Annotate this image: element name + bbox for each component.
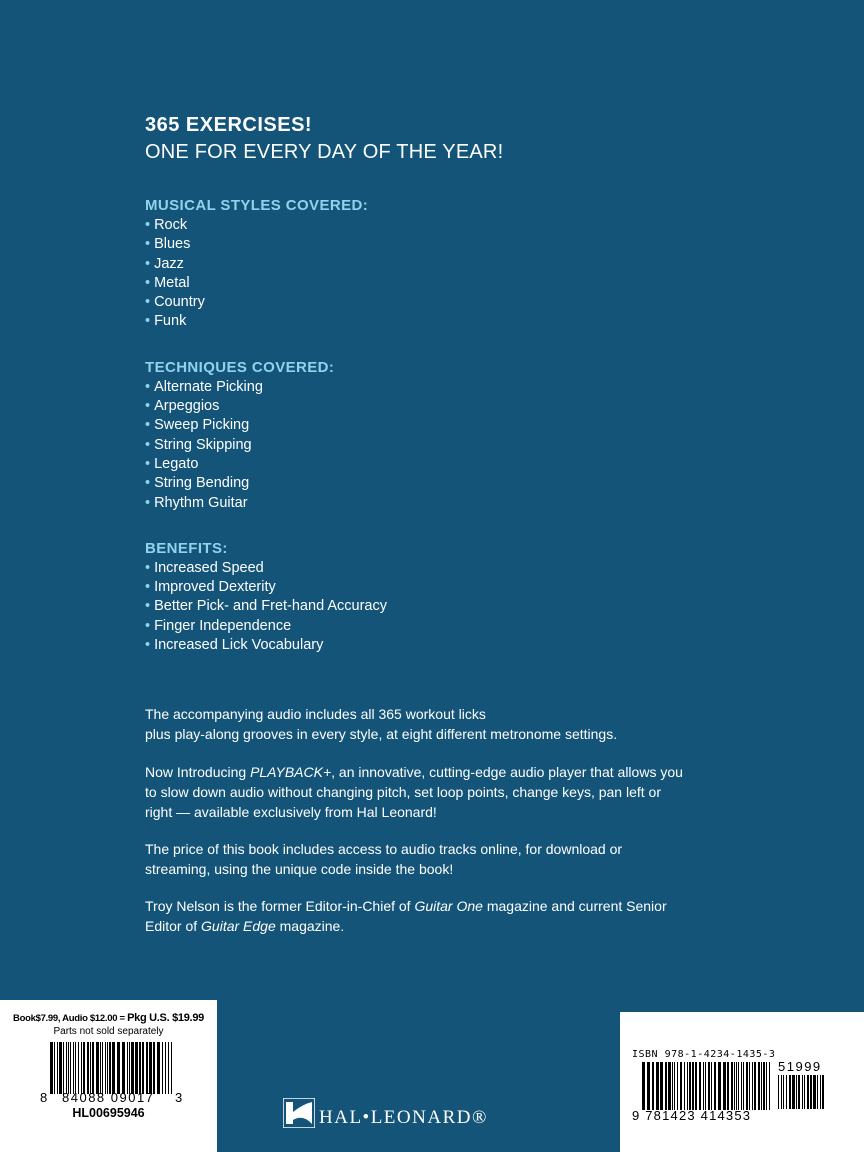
price-paragraph bbox=[145, 839, 745, 879]
upc-barcode bbox=[50, 1042, 175, 1094]
hal-leonard-mark-icon bbox=[283, 1098, 315, 1128]
barcode-bar bbox=[112, 1042, 115, 1094]
barcode-bar bbox=[139, 1042, 141, 1094]
barcode-bar bbox=[153, 1042, 155, 1094]
paragraph-line: The price of this book includes access to audio tracks online, for download or bbox=[145, 841, 623, 857]
barcode-bar bbox=[789, 1075, 791, 1109]
barcode-bar bbox=[714, 1062, 716, 1110]
list-item: • Improved Dexterity bbox=[145, 579, 276, 596]
bullet-icon: • bbox=[145, 559, 151, 576]
barcode-bar bbox=[665, 1062, 667, 1110]
barcode-bar bbox=[647, 1062, 650, 1110]
barcode-bar bbox=[146, 1042, 148, 1094]
bullet-icon: • bbox=[145, 217, 151, 233]
barcode-bar bbox=[783, 1075, 784, 1109]
barcode-bar bbox=[102, 1042, 103, 1094]
list-item: • Rock bbox=[145, 217, 188, 233]
paragraph-line: Troy Nelson is the former Editor-in-Chief of Guitar One magazine and current Senior bbox=[145, 898, 667, 914]
bullet-icon: • bbox=[145, 294, 151, 311]
section-techniques bbox=[145, 358, 765, 513]
barcode-bar bbox=[754, 1062, 756, 1110]
barcode-bar bbox=[695, 1062, 697, 1110]
barcode-bar bbox=[129, 1042, 130, 1094]
headline-primary: 365 EXERCISES! bbox=[145, 114, 313, 136]
barcode-bar bbox=[66, 1042, 67, 1094]
barcode-bar bbox=[723, 1062, 726, 1110]
list-item: • Alternate Picking bbox=[145, 378, 263, 395]
barcode-bar bbox=[162, 1042, 163, 1094]
bullet-icon: • bbox=[145, 398, 151, 415]
barcode-bar bbox=[687, 1062, 688, 1110]
bullet-icon: • bbox=[145, 455, 151, 472]
paragraph-line: to slow down audio without changing pitch, set loop points, change keys, pan left or bbox=[145, 784, 661, 800]
barcode-bar bbox=[703, 1062, 704, 1110]
barcode-bar bbox=[50, 1042, 53, 1094]
barcode-bar bbox=[746, 1062, 748, 1110]
barcode-bar bbox=[792, 1075, 795, 1109]
barcode-bar bbox=[78, 1042, 79, 1094]
paragraph-line: streaming, using the unique code inside the book! bbox=[145, 861, 454, 877]
bullet-icon: • bbox=[145, 579, 151, 596]
isbn-label: ISBN 978-1-4234-1435-3 bbox=[632, 1049, 776, 1060]
list-item: • String Bending bbox=[145, 475, 250, 492]
barcode-bar bbox=[743, 1062, 744, 1110]
barcode-bar bbox=[127, 1042, 128, 1094]
barcode-bar bbox=[761, 1062, 762, 1110]
barcode-bar bbox=[656, 1062, 659, 1110]
barcode-bar bbox=[807, 1075, 809, 1109]
isbn-digits: 9 781423 414353 bbox=[632, 1108, 752, 1123]
bullet-icon: • bbox=[145, 494, 151, 511]
barcode-bar bbox=[734, 1062, 735, 1110]
barcode-bar bbox=[699, 1062, 701, 1110]
section-musical-styles bbox=[145, 196, 765, 332]
barcode-bar bbox=[92, 1042, 94, 1094]
barcode-bar bbox=[718, 1062, 721, 1110]
bullet-icon: • bbox=[145, 255, 151, 272]
barcode-bar bbox=[781, 1075, 782, 1109]
barcode-bar bbox=[90, 1042, 91, 1094]
list-item: • Jazz bbox=[145, 255, 184, 272]
playback-brand: PLAYBACK+ bbox=[250, 764, 332, 780]
author-paragraph bbox=[145, 896, 745, 936]
headline-secondary: ONE FOR EVERY DAY OF THE YEAR! bbox=[145, 141, 504, 163]
list-item: • Country bbox=[145, 294, 205, 311]
barcode-bar bbox=[660, 1062, 663, 1110]
barcode-bar bbox=[100, 1042, 101, 1094]
barcode-bar bbox=[171, 1042, 172, 1094]
barcode-bar bbox=[59, 1042, 62, 1094]
barcode-bar bbox=[83, 1042, 85, 1094]
list-item: • Blues bbox=[145, 236, 191, 253]
barcode-bar bbox=[796, 1075, 797, 1109]
barcode-bar bbox=[87, 1042, 89, 1094]
barcode-bar bbox=[766, 1062, 767, 1110]
bullet-icon: • bbox=[145, 236, 151, 253]
magazine-title: Guitar Edge bbox=[201, 918, 276, 934]
price-addon-digits: 51999 bbox=[778, 1059, 822, 1074]
barcode-bar bbox=[105, 1042, 106, 1094]
barcode-bar bbox=[711, 1062, 712, 1110]
list-item: • Increased Speed bbox=[145, 559, 264, 576]
style-list bbox=[145, 216, 765, 332]
barcode-bar bbox=[168, 1042, 169, 1094]
parts-note: Parts not sold separately bbox=[53, 1026, 164, 1037]
list-item: • String Skipping bbox=[145, 436, 252, 453]
barcode-bar bbox=[674, 1062, 675, 1110]
barcode-bar bbox=[802, 1075, 803, 1109]
benefit-list bbox=[145, 559, 765, 655]
barcode-bar bbox=[109, 1042, 111, 1094]
barcode-bar bbox=[763, 1062, 765, 1110]
bullet-icon: • bbox=[145, 617, 151, 634]
paragraph-line: plus play-along grooves in every style, at eight different metronome settings. bbox=[145, 726, 618, 742]
barcode-bar bbox=[107, 1042, 108, 1094]
barcode-bar bbox=[142, 1042, 144, 1094]
list-item: • Better Pick- and Fret-hand Accuracy bbox=[145, 598, 387, 615]
barcode-bar bbox=[778, 1075, 779, 1109]
paragraph-line: The accompanying audio includes all 365 workout licks bbox=[145, 706, 486, 722]
technique-list bbox=[145, 378, 765, 513]
isbn-barcode bbox=[642, 1062, 772, 1110]
list-item: • Rhythm Guitar bbox=[145, 494, 248, 511]
list-item: • Metal bbox=[145, 274, 190, 291]
barcode-bar bbox=[813, 1075, 816, 1109]
main-content bbox=[145, 112, 765, 655]
barcode-bar bbox=[736, 1062, 737, 1110]
barcode-bar bbox=[741, 1062, 742, 1110]
barcode-bar bbox=[810, 1075, 812, 1109]
barcode-bar bbox=[73, 1042, 74, 1094]
list-item: • Arpeggios bbox=[145, 398, 220, 415]
barcode-bar bbox=[668, 1062, 671, 1110]
barcode-bar bbox=[652, 1062, 654, 1110]
barcode-bar bbox=[689, 1062, 691, 1110]
barcode-bar bbox=[157, 1042, 160, 1094]
barcode-bar bbox=[122, 1042, 125, 1094]
magazine-title: Guitar One bbox=[414, 898, 483, 914]
barcode-bar bbox=[677, 1062, 678, 1110]
barcode-bar bbox=[752, 1062, 753, 1110]
barcode-bar bbox=[672, 1062, 673, 1110]
bullet-icon: • bbox=[145, 637, 151, 654]
barcode-bar bbox=[135, 1042, 138, 1094]
barcode-bar bbox=[117, 1042, 120, 1094]
isbn-sticker bbox=[620, 1012, 864, 1152]
publisher-logo bbox=[283, 1098, 543, 1130]
barcode-bar bbox=[727, 1062, 729, 1110]
list-item: • Legato bbox=[145, 455, 199, 472]
paragraph-line: Now Introducing PLAYBACK+, an innovative, cutting-edge audio player that allows you bbox=[145, 764, 683, 780]
barcode-bar bbox=[692, 1062, 694, 1110]
bullet-icon: • bbox=[145, 274, 151, 291]
section-title: TECHNIQUES COVERED: bbox=[145, 358, 335, 376]
barcode-bar bbox=[705, 1062, 706, 1110]
bullet-icon: • bbox=[145, 475, 151, 492]
barcode-bar bbox=[738, 1062, 739, 1110]
barcode-bar bbox=[708, 1062, 710, 1110]
barcode-bar bbox=[165, 1042, 166, 1094]
paragraph-line: Editor of Guitar Edge magazine. bbox=[145, 918, 345, 934]
price-sticker: Book$7.99, Audio $12.00 = Pkg U.S. $19.99 Parts not sold separately 8 84088 09017 3 HL00695946 bbox=[0, 1000, 217, 1152]
barcode-bar bbox=[57, 1042, 58, 1094]
barcode-bar bbox=[70, 1042, 71, 1094]
barcode-bar bbox=[68, 1042, 69, 1094]
playback-paragraph bbox=[145, 762, 745, 822]
barcode-bar bbox=[54, 1042, 55, 1094]
section-title: BENEFITS: bbox=[145, 539, 228, 557]
barcode-bar bbox=[642, 1062, 645, 1110]
list-item: • Sweep Picking bbox=[145, 417, 250, 434]
barcode-bar bbox=[149, 1042, 152, 1094]
price-addon-barcode bbox=[778, 1075, 826, 1109]
item-code: HL00695946 bbox=[72, 1106, 145, 1120]
audio-paragraph bbox=[145, 704, 745, 744]
bullet-icon: • bbox=[145, 313, 151, 330]
bullet-icon: • bbox=[145, 598, 151, 615]
barcode-bar bbox=[820, 1075, 821, 1109]
barcode-bar bbox=[75, 1042, 76, 1094]
section-title: MUSICAL STYLES COVERED: bbox=[145, 197, 369, 214]
bullet-icon: • bbox=[145, 436, 151, 453]
barcode-bar bbox=[749, 1062, 750, 1110]
bullet-icon: • bbox=[145, 378, 151, 395]
barcode-bar bbox=[786, 1075, 787, 1109]
barcode-bar bbox=[81, 1042, 82, 1094]
list-item: • Finger Independence bbox=[145, 617, 292, 634]
barcode-bar bbox=[758, 1062, 760, 1110]
barcode-bar bbox=[63, 1042, 64, 1094]
barcode-bar bbox=[804, 1075, 805, 1109]
barcode-bar bbox=[96, 1042, 99, 1094]
barcode-bar bbox=[822, 1075, 824, 1109]
barcode-bar bbox=[817, 1075, 818, 1109]
bullet-icon: • bbox=[145, 417, 151, 434]
price-line: Book$7.99, Audio $12.00 = Pkg U.S. $19.99 bbox=[13, 1012, 204, 1024]
logo-text: HAL•LEONARD® bbox=[319, 1107, 488, 1128]
barcode-bar bbox=[131, 1042, 134, 1094]
paragraph-line: right — available exclusively from Hal Leonard! bbox=[145, 804, 437, 820]
list-item: • Increased Lick Vocabulary bbox=[145, 637, 324, 654]
barcode-bar bbox=[731, 1062, 733, 1110]
barcode-bar bbox=[798, 1075, 800, 1109]
barcode-bar bbox=[769, 1062, 770, 1110]
barcode-bar bbox=[680, 1062, 682, 1110]
section-benefits bbox=[145, 539, 765, 655]
list-item: • Funk bbox=[145, 313, 187, 330]
barcode-bar bbox=[684, 1062, 685, 1110]
